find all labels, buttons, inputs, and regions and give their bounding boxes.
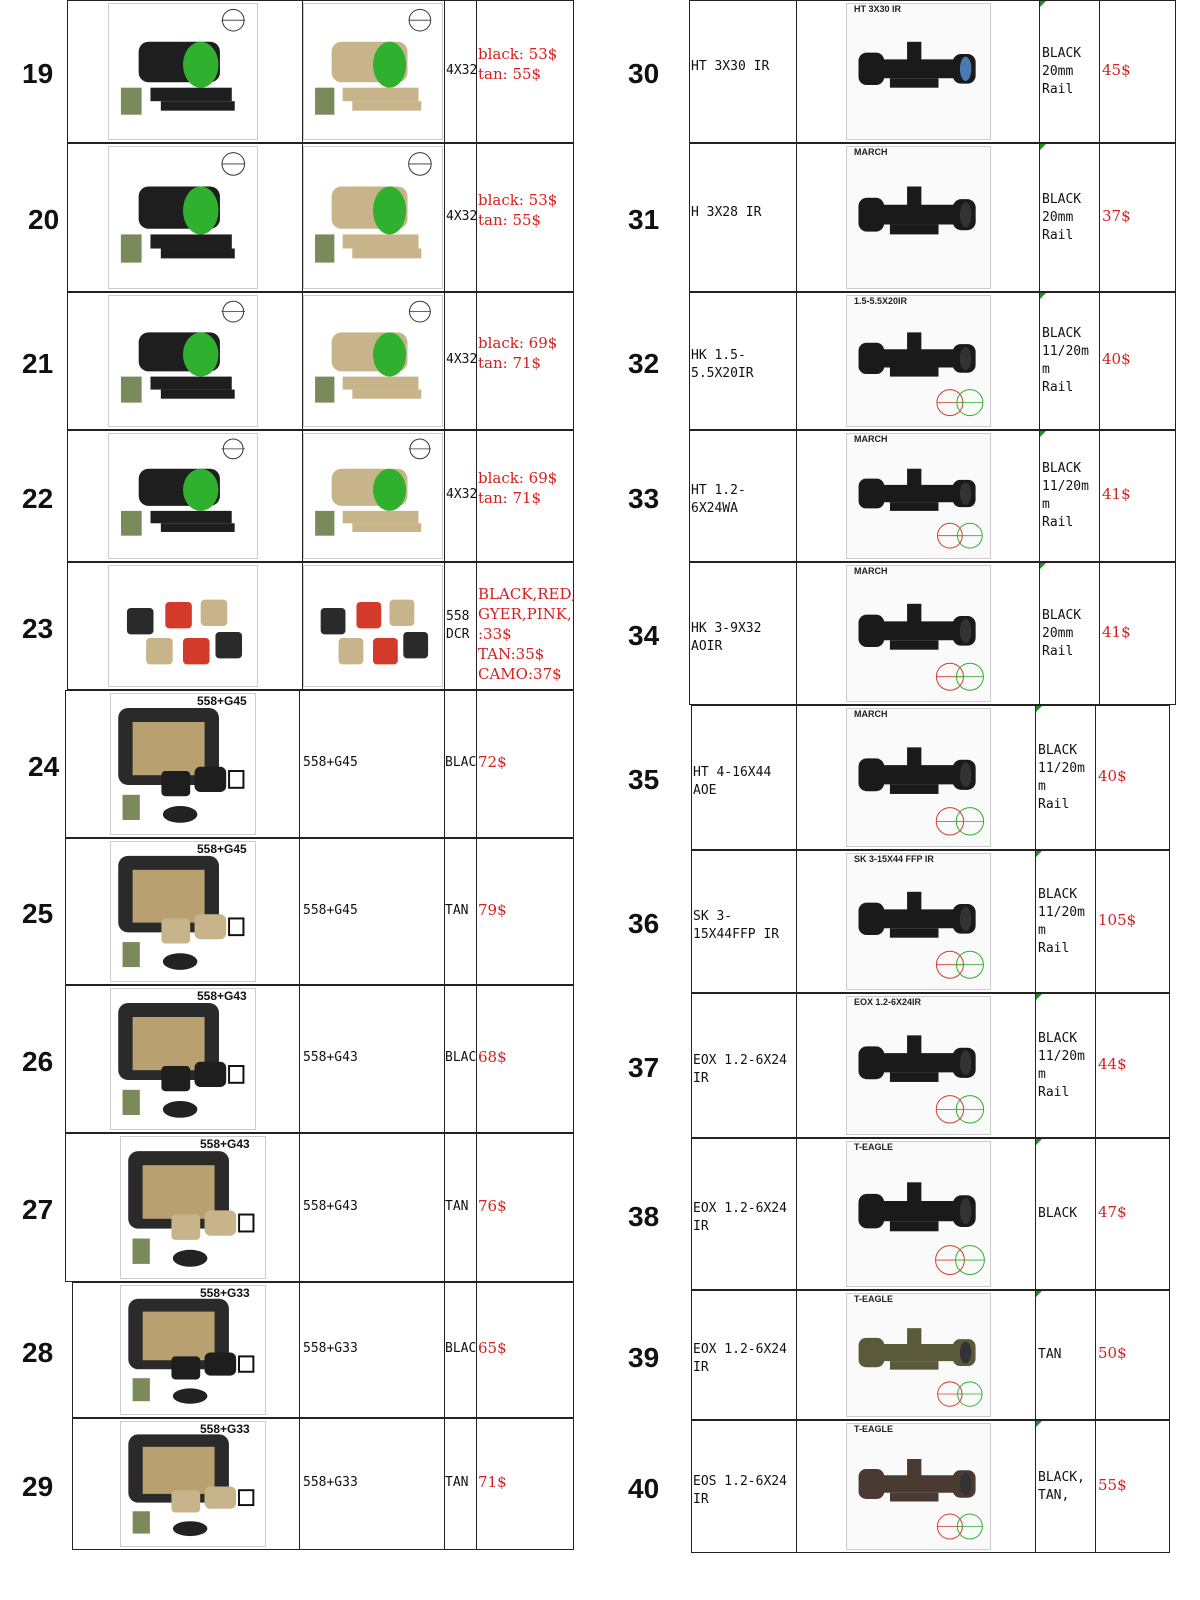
row-number: 35 [628,764,660,796]
image-caption: MARCH [854,147,888,157]
cell-corner-marker [1036,994,1042,1000]
color-text: TAN [445,1475,469,1490]
cell-corner-marker [1036,851,1042,857]
product-name: 558+G45 [303,755,358,770]
row-number: 30 [628,58,660,90]
product-name: 558+G45 [303,902,358,918]
product-image-black [108,433,258,559]
product-image [846,3,991,140]
row-number: 25 [22,898,54,930]
price-text: 72$ [478,753,507,771]
cell-corner-marker [1040,431,1046,437]
row-number: 24 [28,750,60,782]
spec-text: BLACK 11/20m m Rail [1038,1030,1085,1100]
row-number: 37 [628,1052,660,1084]
price-text: 40$ [1102,350,1131,368]
spec-text: BLACK 20mm Rail [1042,191,1082,243]
product-image [120,1285,266,1415]
product-image-black [108,295,258,427]
spec-text: BLACK 20mm Rail [1042,607,1082,659]
image-caption: 558+G45 [197,694,247,708]
price-text: black: 53$ tan: 55$ [478,44,558,83]
row-number: 22 [22,482,54,514]
row-number: 33 [628,482,660,514]
row-number: 21 [22,347,54,379]
price-text: 65$ [478,1339,507,1357]
product-name: 558+G33 [303,1475,358,1490]
image-caption: 558+G43 [200,1137,250,1151]
model-name: EOX 1.2-6X24 IR [693,1052,787,1086]
image-caption: 558+G43 [197,989,247,1003]
spec-text: BLACK 11/20m m Rail [1038,742,1085,812]
model-name: EOS 1.2-6X24 IR [693,1473,787,1507]
row-number: 40 [628,1473,660,1505]
image-caption: 558+G33 [200,1422,250,1436]
product-image-tan [303,146,443,289]
spec-text: BLACK, TAN, [1038,1469,1085,1503]
product-name: 558+G33 [303,1341,358,1356]
price-text: 68$ [478,1048,507,1066]
product-image [110,988,256,1130]
price-text: black: 69$ tan: 71$ [478,334,558,372]
spec-text: 558 DCR [446,609,470,642]
row-number: 31 [628,204,660,236]
spec-text: BLACK 11/20m m Rail [1038,886,1085,956]
row-number: 27 [22,1194,54,1226]
price-text: 41$ [1102,485,1131,503]
price-text: 71$ [478,1473,507,1491]
spec-text: BLACK 20mm Rail [1042,45,1082,97]
product-name: 558+G43 [303,1198,358,1214]
product-image [846,1423,991,1550]
price-text: 105$ [1098,910,1137,929]
product-image [846,433,991,559]
spec-text: 4X32 [446,352,478,367]
cell-corner-marker [1040,293,1046,299]
product-image [110,841,256,982]
product-image-black [108,565,258,687]
model-name: HT 4-16X44 AOE [693,764,772,798]
spec-text: BLACK [1038,1206,1078,1221]
row-number: 29 [22,1470,54,1502]
image-caption: MARCH [854,709,888,719]
model-name: HK 3-9X32 AOIR [691,620,762,654]
price-text: 50$ [1098,1344,1127,1362]
image-caption: MARCH [854,566,888,576]
price-text: 44$ [1098,1054,1127,1073]
product-image-tan [303,3,443,140]
price-text: 79$ [478,900,507,919]
product-image [846,996,991,1135]
image-caption: MARCH [854,434,888,444]
image-caption: HT 3X30 IR [854,4,902,14]
product-image-black [108,3,258,140]
image-caption: 558+G33 [200,1286,250,1300]
model-name: EOX 1.2-6X24 IR [693,1342,787,1375]
product-image-tan [303,565,443,687]
image-caption: EOX 1.2-6X24IR [854,997,922,1007]
row-number: 19 [22,58,54,90]
product-image-tan [303,433,443,559]
price-text: 41$ [1102,622,1131,641]
spec-text: 4X32 [446,487,478,502]
cell-corner-marker [1040,144,1046,150]
price-text: BLACK,RED, GYER,PINK, :33$ TAN:35$ CAMO:37$ [478,585,576,683]
spec-text: TAN [1038,1347,1062,1362]
model-name: HT 1.2- 6X24WA [691,483,746,516]
product-image [846,565,991,702]
price-text: 40$ [1098,766,1127,785]
product-image [110,693,256,835]
row-number: 28 [22,1336,54,1368]
image-caption: 1.5-5.5X20IR [854,296,908,306]
price-text: black: 53$ tan: 55$ [478,190,558,229]
image-caption: 558+G45 [197,842,247,856]
color-text: BLAC [445,1050,476,1065]
row-number: 23 [22,612,54,644]
cell-corner-marker [1040,563,1046,569]
product-name: 558+G43 [303,1050,358,1065]
spec-text: 4X32 [446,208,478,224]
cell-corner-marker [1036,1421,1042,1427]
row-number: 36 [628,908,660,940]
model-name: SK 3- 15X44FFP IR [693,908,780,942]
row-number: 38 [628,1201,660,1233]
product-image [846,1141,991,1287]
color-text: TAN [445,1198,469,1214]
product-image [846,853,991,990]
product-image [846,146,991,289]
product-image-tan [303,295,443,427]
model-name: HT 3X30 IR [691,58,770,74]
price-text: 45$ [1102,60,1131,79]
product-image-black [108,146,258,289]
row-number: 26 [22,1045,54,1077]
row-number: 32 [628,347,660,379]
price-text: 37$ [1102,206,1131,225]
row-number: 39 [628,1341,660,1373]
product-image [846,295,991,427]
product-image [120,1136,266,1279]
spec-text: BLACK 11/20m m Rail [1042,326,1089,395]
row-number: 34 [628,620,660,652]
image-caption: T-EAGLE [854,1142,894,1152]
product-image [846,708,991,847]
product-image [846,1293,991,1417]
price-text: 55$ [1098,1475,1127,1494]
model-name: EOX 1.2-6X24 IR [693,1201,787,1234]
model-name: HK 1.5- 5.5X20IR [691,348,754,381]
color-text: BLAC [445,755,476,770]
price-text: 76$ [478,1196,507,1215]
price-text: black: 69$ tan: 71$ [478,469,558,507]
color-text: TAN [445,902,469,918]
model-name: H 3X28 IR [691,204,762,220]
image-caption: T-EAGLE [854,1424,894,1434]
cell-corner-marker [1036,1291,1042,1297]
product-image [120,1421,266,1547]
image-caption: SK 3-15X44 FFP IR [854,854,934,864]
cell-corner-marker [1036,1139,1042,1145]
cell-corner-marker [1040,1,1046,7]
image-caption: T-EAGLE [854,1294,894,1304]
price-text: 47$ [1098,1203,1127,1221]
spec-text: BLACK 11/20m m Rail [1042,461,1089,530]
spec-text: 4X32 [446,62,478,78]
cell-corner-marker [1036,706,1042,712]
color-text: BLAC [445,1341,476,1356]
row-number: 20 [28,204,60,236]
